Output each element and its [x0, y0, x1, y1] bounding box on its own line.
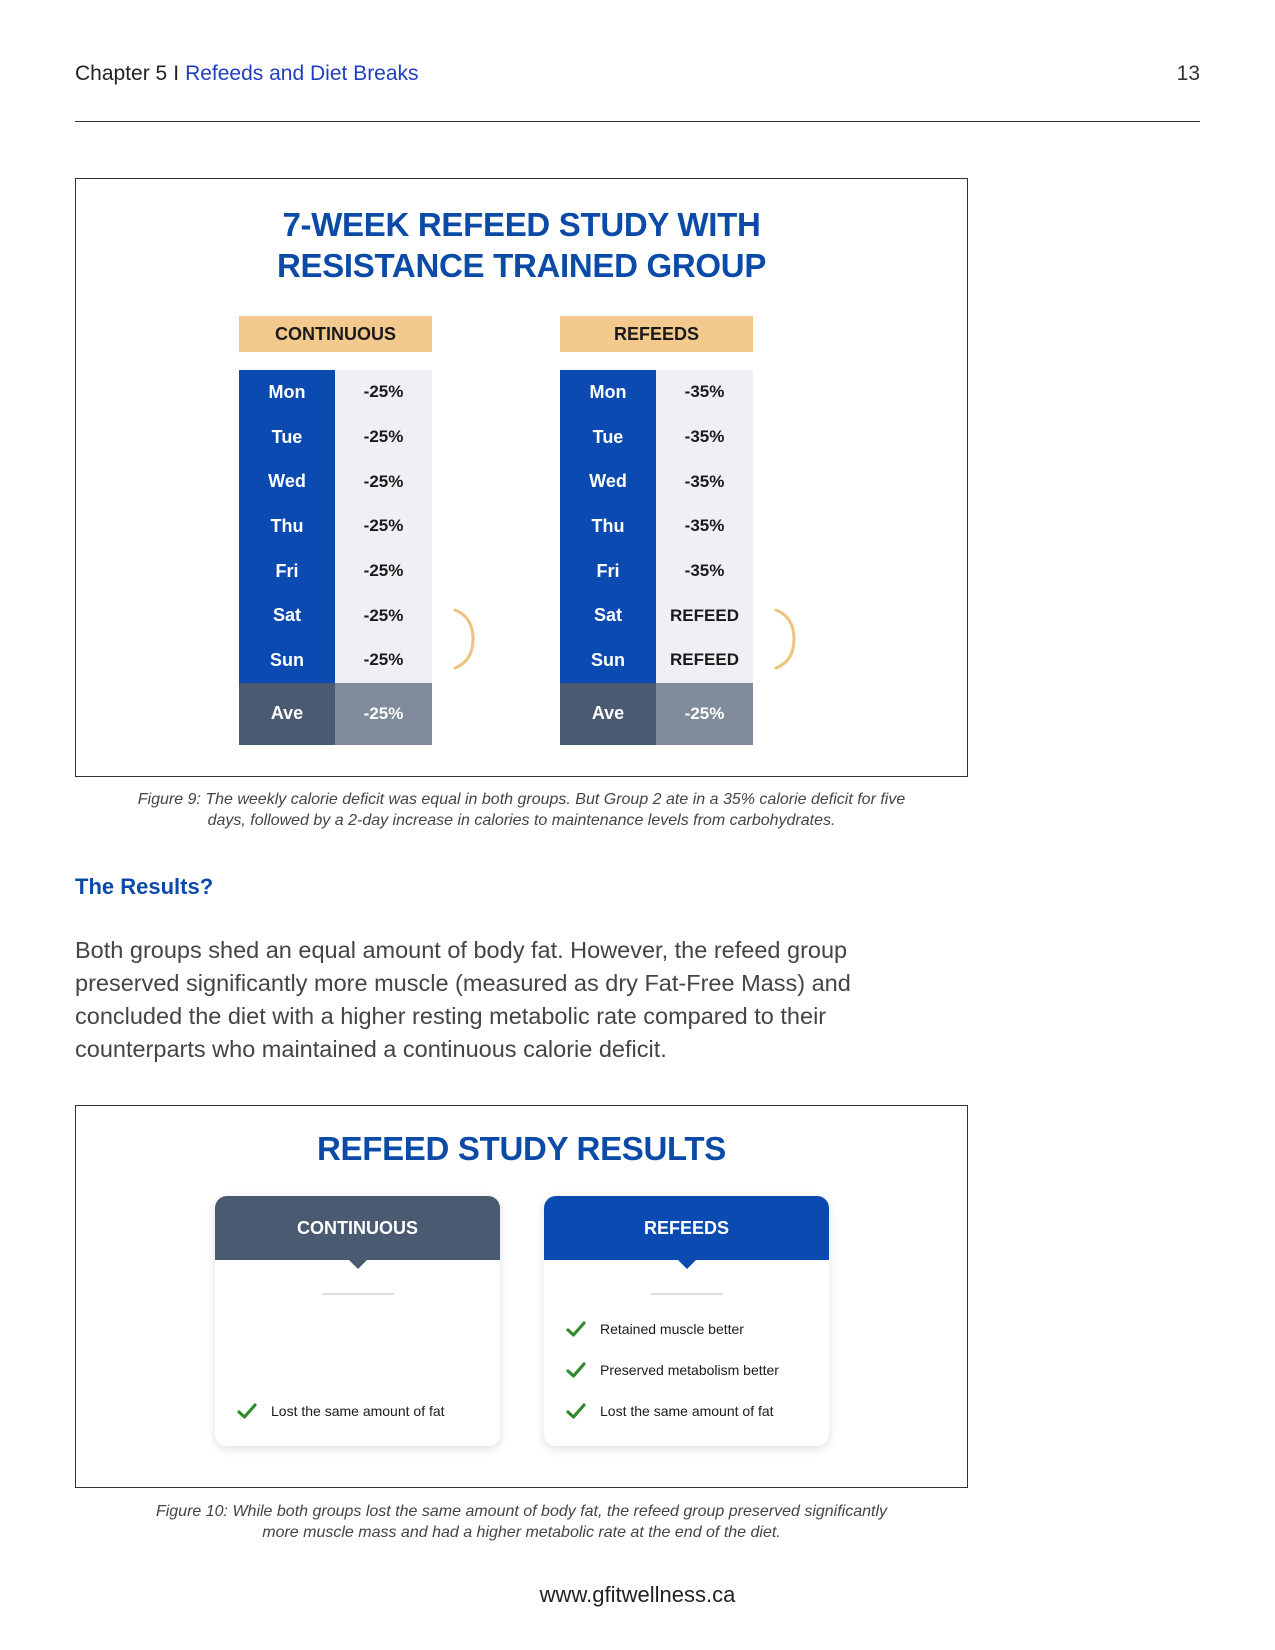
figure-9-caption-line-2: days, followed by a 2-day increase in calories to maintenance levels from carbohydrates.: [207, 812, 836, 829]
result-item-text: Lost the same amount of fat: [271, 1403, 445, 1419]
day-cell: Sun: [239, 638, 335, 683]
refeeds-table: [560, 316, 753, 745]
day-cell: Sat: [560, 593, 656, 638]
figure-9-caption: [75, 789, 968, 831]
day-cell: Wed: [560, 459, 656, 504]
figure-10-title: REFEED STUDY RESULTS: [317, 1130, 726, 1167]
refeeds-table-body: [560, 370, 753, 745]
figure-10: [75, 1105, 968, 1488]
list-item: [566, 1401, 774, 1421]
value-cell: -35%: [656, 549, 753, 594]
table-row: [560, 549, 753, 594]
card-divider: [322, 1293, 394, 1295]
refeeds-table-heading: REFEEDS: [560, 316, 753, 352]
page-number: 13: [1176, 62, 1200, 85]
value-cell: -35%: [656, 415, 753, 460]
checkmark-icon: [237, 1401, 257, 1421]
value-cell: -35%: [656, 459, 753, 504]
average-label: Ave: [560, 683, 656, 745]
day-cell: Thu: [239, 504, 335, 549]
footer-url: www.gfitwellness.ca: [539, 1582, 736, 1607]
continuous-result-card: [215, 1196, 500, 1446]
continuous-card-heading: CONTINUOUS: [215, 1196, 500, 1260]
day-cell: Fri: [560, 549, 656, 594]
table-row: [560, 415, 753, 460]
list-item: [237, 1401, 445, 1421]
average-label: Ave: [239, 683, 335, 745]
value-cell: -25%: [335, 415, 432, 460]
table-row: [239, 593, 432, 638]
table-row: [239, 638, 432, 683]
table-row: [560, 638, 753, 683]
table-row: [239, 415, 432, 460]
breadcrumb-separator: I: [173, 62, 180, 85]
results-paragraph: Both groups shed an equal amount of body fat. However, the refeed group preserved significantly more muscle (measured as dry Fat-Free Mass) and concluded the diet with a higher resting metabolic rate compared to their counterparts who maintained a continuous calorie deficit.: [75, 937, 851, 1062]
weekend-bracket-icon: [452, 607, 476, 671]
list-item: [566, 1319, 744, 1339]
continuous-table-body: [239, 370, 432, 745]
results-heading: The Results?: [75, 874, 214, 899]
value-cell: -25%: [335, 370, 432, 415]
checkmark-icon: [566, 1319, 586, 1339]
refeeds-card-heading: REFEEDS: [544, 1196, 829, 1260]
figure-10-caption-line-1: Figure 10: While both groups lost the same amount of body fat, the refeed group preserved significantly: [155, 1503, 888, 1520]
table-row: [560, 370, 753, 415]
table-row: [560, 459, 753, 504]
value-cell: -25%: [335, 549, 432, 594]
value-cell: REFEED: [656, 593, 753, 638]
day-cell: Sun: [560, 638, 656, 683]
day-cell: Mon: [239, 370, 335, 415]
value-cell: -35%: [656, 370, 753, 415]
figure-10-caption: [75, 1501, 968, 1543]
value-cell: -25%: [335, 593, 432, 638]
result-item-text: Lost the same amount of fat: [600, 1403, 774, 1419]
continuous-table: [239, 316, 432, 745]
table-row: [239, 504, 432, 549]
result-item-text: Retained muscle better: [600, 1321, 744, 1337]
chapter-label: Chapter 5: [75, 62, 168, 85]
average-row: [560, 683, 753, 745]
checkmark-icon: [566, 1401, 586, 1421]
weekend-bracket-icon: [773, 607, 797, 671]
refeeds-result-card: [544, 1196, 829, 1446]
list-item: [566, 1360, 779, 1380]
table-row: [239, 549, 432, 594]
value-cell: -25%: [335, 504, 432, 549]
checkmark-icon: [566, 1360, 586, 1380]
value-cell: REFEED: [656, 638, 753, 683]
page-header: [75, 62, 1200, 92]
table-row: [239, 370, 432, 415]
figure-9-title-line-2: RESISTANCE TRAINED GROUP: [276, 247, 767, 284]
day-cell: Mon: [560, 370, 656, 415]
figure-9-title-line-1: 7-WEEK REFEED STUDY WITH: [282, 206, 761, 243]
figure-9-caption-line-1: Figure 9: The weekly calorie deficit was equal in both groups. But Group 2 ate in a 35% calorie deficit for five: [137, 791, 906, 808]
header-divider: [75, 121, 1200, 122]
result-item-text: Preserved metabolism better: [600, 1362, 779, 1378]
card-divider: [651, 1293, 723, 1295]
average-value: -25%: [656, 683, 753, 745]
day-cell: Tue: [560, 415, 656, 460]
table-row: [239, 459, 432, 504]
average-row: [239, 683, 432, 745]
value-cell: -25%: [335, 638, 432, 683]
value-cell: -35%: [656, 504, 753, 549]
section-title: Refeeds and Diet Breaks: [185, 62, 419, 85]
figure-9: [75, 178, 968, 777]
day-cell: Wed: [239, 459, 335, 504]
average-value: -25%: [335, 683, 432, 745]
figure-10-caption-line-2: more muscle mass and had a higher metabolic rate at the end of the diet.: [262, 1524, 781, 1541]
value-cell: -25%: [335, 459, 432, 504]
figure-9-title: [76, 204, 967, 286]
table-row: [560, 593, 753, 638]
table-row: [560, 504, 753, 549]
day-cell: Sat: [239, 593, 335, 638]
chapter-breadcrumb: [75, 62, 419, 86]
continuous-table-heading: CONTINUOUS: [239, 316, 432, 352]
day-cell: Thu: [560, 504, 656, 549]
day-cell: Fri: [239, 549, 335, 594]
day-cell: Tue: [239, 415, 335, 460]
